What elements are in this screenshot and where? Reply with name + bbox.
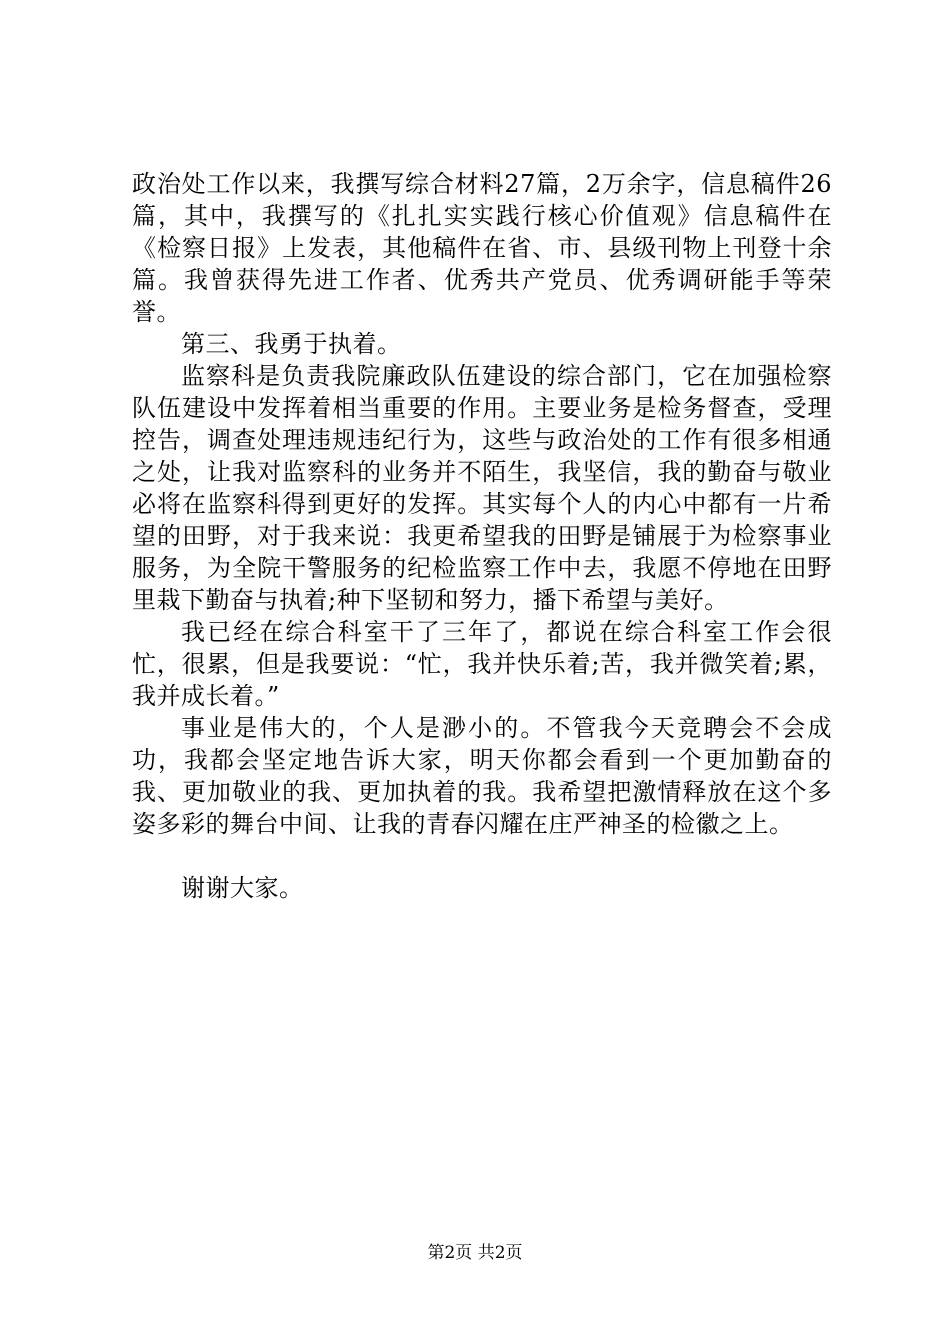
paragraph-career-statement: 事业是伟大的，个人是渺小的。不管我今天竞聘会不会成功，我都会坚定地告诉大家，明天你都会看到一个更加勤奋的我、更加敬业的我、更加执着的我。我希望把激情释放在这个多姿多彩的舞台中间、让我的青春闪耀在庄严神圣的检徽之上。 xyxy=(132,714,832,838)
paragraph-spacer xyxy=(132,840,832,872)
document-body xyxy=(132,168,832,904)
paragraph-thanks: 谢谢大家。 xyxy=(181,874,304,902)
page-number-footer: 第2页 共2页 xyxy=(427,1243,523,1263)
paragraph-supervision-dept: 监察科是负责我院廉政队伍建设的综合部门，它在加强检察队伍建设中发挥着相当重要的作用。主要业务是检务督查，受理控告，调查处理违规违纪行为，这些与政治处的工作有很多相通之处，让我对监察科的业务并不陌生，我坚信，我的勤奋与敬业必将在监察科得到更好的发挥。其实每个人的内心中都有一片希望的田野，对于我来说：我更希望我的田野是铺展于为检察事业服务，为全院干警服务的纪检监察工作中去，我愿不停地在田野里栽下勤奋与执着;种下坚韧和努力，播下希望与美好。 xyxy=(132,362,832,614)
paragraph-general-office: 我已经在综合科室干了三年了，都说在综合科室工作会很忙，很累，但是我要说：“忙，我并快乐着;苦，我并微笑着;累，我并成长着。” xyxy=(132,618,832,710)
paragraph-section-heading: 第三、我勇于执着。 xyxy=(181,330,402,358)
paragraph-achievements: 政治处工作以来，我撰写综合材料27篇，2万余字，信息稿件26篇，其中，我撰写的《扎扎实实践行核心价值观》信息稿件在《检察日报》上发表，其他稿件在省、市、县级刊物上刊登十余篇。我曾获得先进工作者、优秀共产党员、优秀调研能手等荣誉。 xyxy=(132,170,832,326)
